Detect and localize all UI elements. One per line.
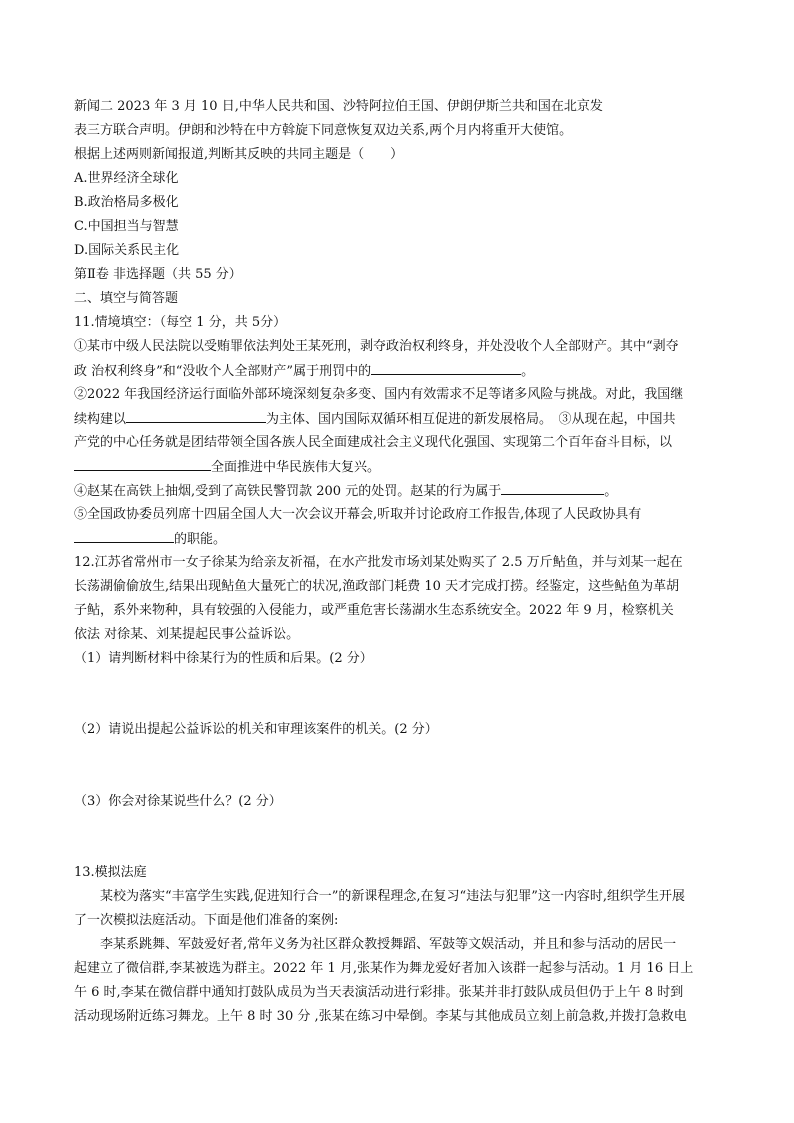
- q11-item4: [74, 481, 617, 502]
- q11-item2-line1: ②2022 年我国经济运行面临外部环境深刻复杂多变、国内有效需求不足等诸多风险与挑战。对此，我国继: [74, 387, 684, 402]
- q12-line1: 12.江苏省常州市一女子徐某为给亲友祈福，在水产批发市场刘某处购买了 2.5 万斤鲇鱼，并与刘某一起在: [74, 555, 683, 570]
- q11-item1-line2: [74, 361, 534, 382]
- q11-item4-text: ④赵某在高铁上抽烟,受到了高铁民警罚款 200 元的处罚。赵某的行为属于: [74, 484, 502, 499]
- q11-item1-line1: ①某市中级人民法院以受贿罪依法判处王某死刑，剥夺政治权利终身，并处没收个人全部财产。其中“剥夺: [74, 339, 679, 354]
- q13-para2-line3: 午 6 时,李某在微信群中通知打鼓队成员为当天表演活动进行彩排。张某并非打鼓队成员但仍于上午 8 时到: [74, 985, 684, 1000]
- q11-item5-line1: ⑤全国政协委员列席十四届全国人大一次会议开幕会,听取并讨论政府工作报告,体现了人民政协具有: [74, 507, 642, 522]
- q10-option-c: C.中国担当与智慧: [74, 219, 179, 234]
- q11-item2-line2: [74, 409, 676, 430]
- q10-option-d: D.国际关系民主化: [74, 243, 180, 258]
- answer-blank-3[interactable]: [74, 457, 211, 471]
- answer-blank-5[interactable]: [74, 529, 174, 543]
- q11-item3-line1: 产党的中心任务就是团结带领全国各族人民全面建成社会主义现代化强国、实现第二个百年奋斗目标，以: [74, 435, 673, 450]
- q10-option-a: A.世界经济全球化: [74, 171, 179, 186]
- q10-news2-line2: 表三方联合声明。伊朗和沙特在中方斡旋下同意恢复双边关系,两个月内将重开大使馆。: [74, 123, 573, 138]
- volume-heading: 第Ⅱ卷 非选择题（共 55 分）: [74, 267, 242, 282]
- q12-sub3: （3）你会对徐某说些什么？(2 分）: [74, 794, 282, 809]
- answer-blank-1[interactable]: [371, 361, 521, 375]
- q11-item3-line2: [74, 457, 380, 478]
- q10-stem: 根据上述两则新闻报道,判断其反映的共同主题是（ ）: [74, 147, 404, 162]
- q11-title: 11.情境填空：（每空 1 分，共 5分）: [74, 315, 287, 330]
- q13-para1-line2: 了一次模拟法庭活动。下面是他们准备的案例:: [74, 913, 339, 928]
- q12-sub1: （1）请判断材料中徐某行为的性质和后果。(2 分）: [74, 651, 373, 666]
- q12-line2: 长荡湖偷偷放生,结果出现鲇鱼大量死亡的状况,渔政部门耗费 10 天才完成打捞。经鉴定，这些鲇鱼为革胡: [74, 579, 680, 594]
- q10-news2-line1: 新闻二 2023 年 3 月 10 日,中华人民共和国、沙特阿拉伯王国、伊朗伊斯兰共和国在北京发: [74, 99, 603, 114]
- q11-item1-end: 。: [521, 364, 535, 379]
- part-heading: 二、填空与简答题: [74, 291, 179, 306]
- q11-item1-text: 政 治权利终身”和“没收个人全部财产”属于刑罚中的: [74, 364, 372, 379]
- answer-blank-2[interactable]: [126, 409, 266, 423]
- q13-title: 13.模拟法庭: [74, 865, 147, 880]
- q13-para2-line2: 起建立了微信群,李某被选为群主。2022 年 1 月,张某作为舞龙爱好者加入该群一起参与活动。1 月 16 日上: [74, 961, 694, 976]
- q12-line4: 依法 对徐某、刘某提起民事公益诉讼。: [74, 627, 300, 642]
- q13-para2-line1: 李某系跳舞、军鼓爱好者,常年义务为社区群众教授舞蹈、军鼓等文娱活动，并且和参与活动的居民一: [100, 937, 677, 952]
- answer-blank-4[interactable]: [501, 481, 604, 495]
- q12-line3: 子鲇，系外来物种，具有较强的入侵能力，或严重危害长荡湖水生态系统安全。2022 年 9 月，检察机关: [74, 603, 674, 618]
- q10-option-b: B.政治格局多极化: [74, 195, 179, 210]
- q11-item5-text: 的职能。: [174, 532, 227, 547]
- q13-para2-line4: 活动现场附近练习舞龙。上午 8 时 30 分 ,张某在练习中晕倒。李某与其他成员立刻上前急救,并拨打急救电: [74, 1009, 687, 1024]
- q11-item2-rest: 为主体、国内国际双循环相互促进的新发展格局。 ③从现在起，中国共: [266, 412, 676, 427]
- q11-item3-text: 全面推进中华民族伟大复兴。: [211, 460, 381, 475]
- q11-item5-line2: [74, 529, 226, 550]
- q11-item4-end: 。: [604, 484, 618, 499]
- q12-sub2: （2）请说出提起公益诉讼的机关和审理该案件的机关。(2 分）: [74, 722, 438, 737]
- q13-para1-line1: 某校为落实“丰富学生实践,促进知行合一”的新课程理念,在复习“违法与犯罪”这一内容时,组织学生开展: [100, 889, 685, 904]
- q11-item2-text: 续构建以: [74, 412, 127, 427]
